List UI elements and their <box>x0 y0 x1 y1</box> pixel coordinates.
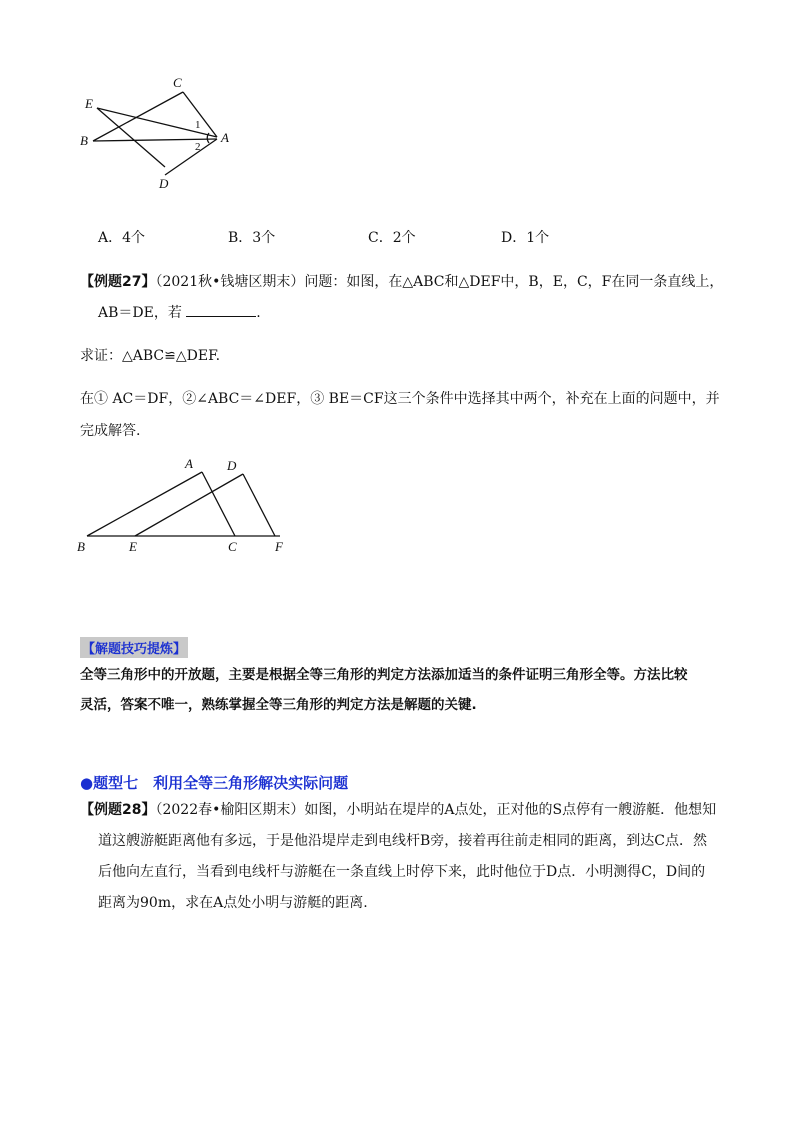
label-E: E <box>85 96 93 111</box>
example-27-text-2b: . <box>256 305 261 321</box>
label-angle-1: 1 <box>195 119 201 131</box>
example-27-text-2: AB＝DE，若 <box>98 305 187 321</box>
example-28-tag: 【例题28】 <box>80 802 156 818</box>
label-E: E <box>129 539 137 554</box>
label-C: C <box>173 75 182 90</box>
label-A: A <box>221 130 229 145</box>
label-angle-2: 2 <box>195 141 201 153</box>
example-28-line-2: 道这艘游艇距离他有多远，于是他沿堤岸走到电线杆B旁，接着再往前走相同的距离，到达C点．然 <box>98 833 707 849</box>
label-D: D <box>227 458 237 473</box>
example-27-tag: 【例题27】 <box>80 274 156 290</box>
example-27-prove: 求证：△ABC≌△DEF. <box>80 348 221 364</box>
label-F: F <box>275 539 283 554</box>
example-28-line-1 <box>80 799 716 819</box>
label-A: A <box>185 456 193 471</box>
example-27-choose-2: 完成解答. <box>80 423 141 439</box>
option-d: D．1个 <box>501 230 550 246</box>
tips-line-2: 灵活，答案不唯一，熟练掌握全等三角形的判定方法是解题的关键. <box>80 697 477 713</box>
section-7-heading <box>80 772 348 793</box>
segment-BA <box>87 472 202 536</box>
example-27-choose-1: 在① AC＝DF，②∠ABC＝∠DEF，③ BE＝CF这三个条件中选择其中两个，补充在上面的问题中，并 <box>80 391 720 407</box>
bullet-icon: ● <box>80 774 94 792</box>
example-28-line-3: 后他向左直行，当看到电线杆与游艇在一条直线上时停下来，此时他位于D点．小明测得C，D间的 <box>98 864 706 880</box>
figure-2-diagram <box>75 452 300 557</box>
tips-line-1: 全等三角形中的开放题，主要是根据全等三角形的判定方法添加适当的条件证明三角形全等。方法比较 <box>80 667 688 683</box>
section-7-title: 题型七 利用全等三角形解决实际问题 <box>93 774 349 792</box>
example-28-line-4: 距离为90m，求在A点处小明与游艇的距离. <box>98 895 368 911</box>
example-27-line-2 <box>98 302 261 322</box>
option-b: B．3个 <box>228 230 276 246</box>
example-27-line-1 <box>80 271 723 291</box>
segment-DF <box>243 474 275 536</box>
segment-ED <box>135 474 243 536</box>
option-a: A．4个 <box>98 230 146 246</box>
segment-DA <box>165 139 217 175</box>
example-27-text-1: （2021秋•钱塘区期末）问题：如图，在△ABC和△DEF中，B，E，C，F在同一条直线上， <box>155 274 724 290</box>
answer-blank <box>186 304 256 317</box>
option-c: C．2个 <box>368 230 416 246</box>
label-B: B <box>80 133 88 148</box>
figure-1-diagram <box>75 70 245 195</box>
tips-title: 【解题技巧提炼】 <box>80 637 188 658</box>
label-C: C <box>228 539 237 554</box>
example-28-text-1: （2022春•榆阳区期末）如图，小明站在堤岸的A点处，正对他的S点停有一艘游艇．他想知 <box>155 802 717 818</box>
label-D: D <box>159 176 169 191</box>
label-B: B <box>77 539 85 554</box>
